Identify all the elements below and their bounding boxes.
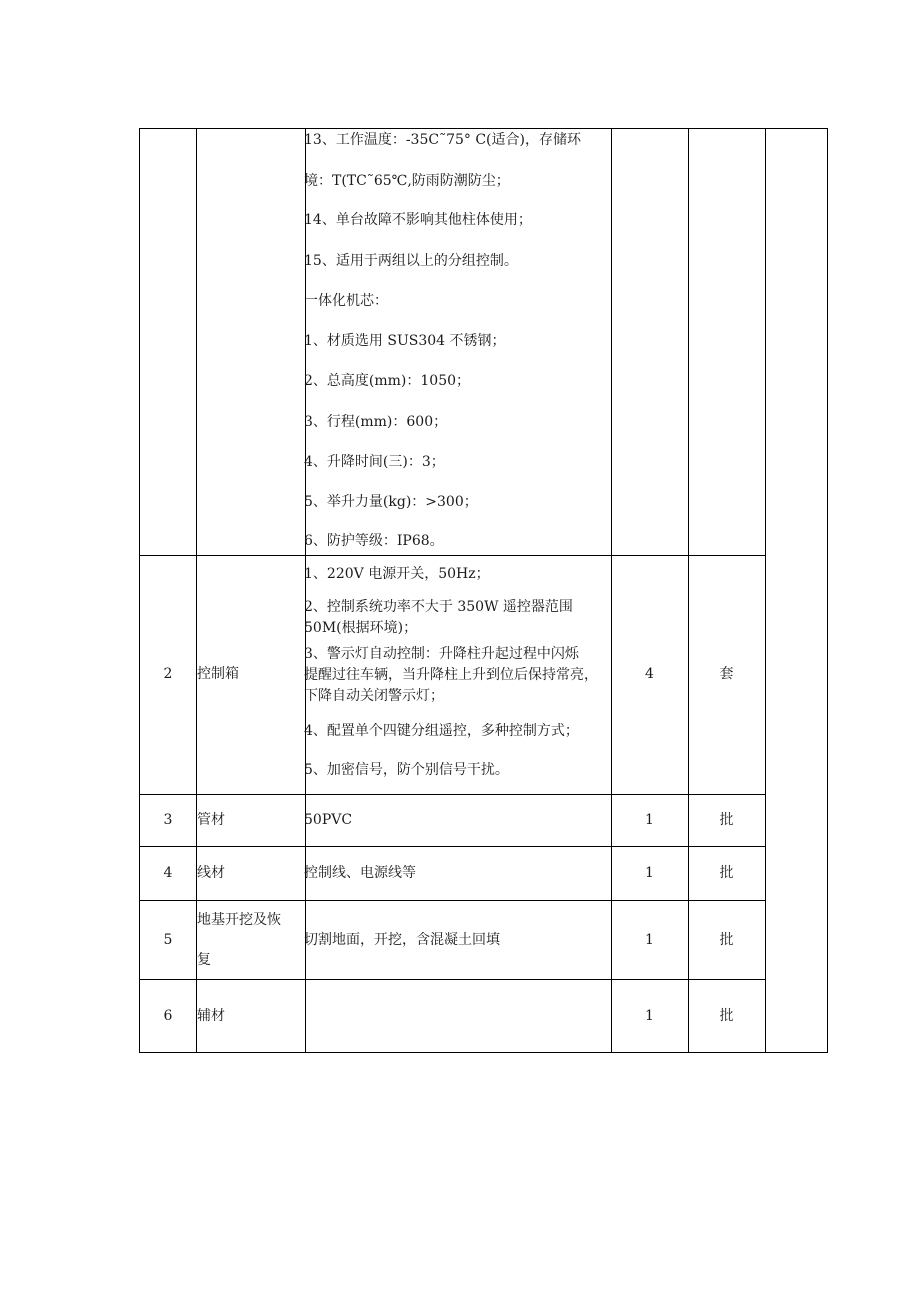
column-divider [765,129,766,1052]
item-name: 辅材 [197,1008,225,1024]
quantity: 4 [645,666,654,682]
row-divider [140,555,765,556]
spec-line: 下降自动关闭警示灯； [304,688,444,704]
spec-line: 4、配置单个四键分组遥控，多种控制方式； [304,723,579,739]
column-divider [611,129,612,1052]
spec-line: 50PVC [304,812,353,828]
quantity: 1 [645,932,654,948]
item-name: 线材 [197,865,225,881]
row-number: 3 [163,812,173,828]
spec-line: 2、控制系统功率不大于 350W 遥控器范围 [304,599,573,615]
item-name-line: 地基开挖及恢 [197,912,281,928]
spec-line: 15、适用于两组以上的分组控制。 [304,253,518,269]
row-number: 4 [163,865,173,881]
row-divider [140,846,765,847]
row-number: 2 [163,666,173,682]
quantity: 1 [645,812,654,828]
spec-line: 提醒过往车辆，当升降柱上升到位后保持常亮， [304,667,598,683]
item-name: 管材 [197,812,225,828]
spec-line: 切割地面，开挖，含混凝土回填 [304,932,500,948]
row-number: 5 [163,932,173,948]
spec-line: 1、220V 电源开关，50Hz； [304,566,490,582]
column-divider [688,129,689,1052]
spec-line: 一体化机芯： [304,293,388,309]
spec-line: 1、材质选用 SUS304 不锈钢； [304,333,506,349]
spec-line: 50M(根据环境)； [304,620,418,636]
row-divider [140,979,765,980]
spec-line: 3、警示灯自动控制：升降柱升起过程中闪烁 [304,646,579,662]
unit: 批 [719,865,734,881]
spec-line: 5、举升力量(kg)：>300； [304,494,478,510]
quantity: 1 [645,1008,654,1024]
spec-line: 2、总高度(mm)：1050； [304,373,471,389]
spec-line: 3、行程(mm)：600； [304,414,448,430]
row-divider [140,794,765,795]
item-name: 控制箱 [197,666,239,682]
spec-line: 控制线、电源线等 [304,865,416,881]
unit: 批 [719,1008,734,1024]
spec-line: 5、加密信号，防个别信号干扰。 [304,762,509,778]
spec-line: 13、工作温度：-35C˜75° C(适合)，存储环 [304,132,581,148]
unit: 批 [719,932,734,948]
unit: 套 [719,666,734,682]
spec-line: 4、升降时间(三)：3； [304,454,445,470]
spec-line: 14、单台故障不影响其他柱体使用； [304,212,532,228]
quantity: 1 [645,865,654,881]
spec-line: 境：T(TC˜65℃,防雨防潮防尘； [304,173,510,189]
row-number: 6 [163,1008,173,1024]
row-divider [140,900,765,901]
unit: 批 [719,812,734,828]
spec-line: 6、防护等级：IP68。 [304,533,444,549]
item-name-line: 复 [197,952,211,968]
